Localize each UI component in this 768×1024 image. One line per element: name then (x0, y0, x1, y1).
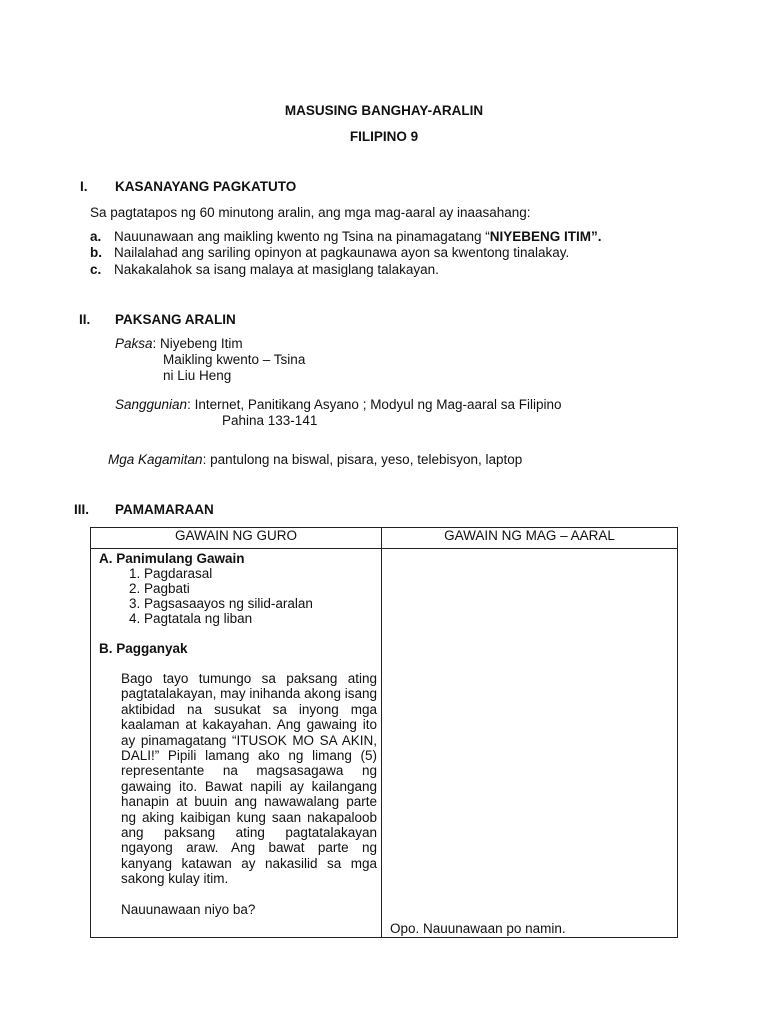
objective-b-letter: b. (90, 245, 102, 260)
kagamitan-value: : pantulong na biswal, pisara, yeso, telebisyon, laptop (202, 452, 523, 467)
document-title: MASUSING BANGHAY-ARALIN (284, 103, 484, 118)
document-subtitle: FILIPINO 9 (349, 129, 419, 144)
list-item: 2. Pagbati (129, 581, 190, 596)
objective-c-text: Nakakalahok sa isang malaya at masiglang talakayan. (114, 262, 439, 277)
section1-intro: Sa pagtatapos ng 60 minutong aralin, ang mga mag-aaral ay inaasahang: (90, 205, 531, 220)
list-item: 4. Pagtatala ng liban (129, 611, 253, 626)
sanggunian-line-2: Pahina 133-141 (222, 413, 318, 428)
panimulang-gawain-heading: A. Panimulang Gawain (99, 551, 245, 566)
header-teacher-activity: GAWAIN NG GURO (91, 528, 382, 549)
pagganyak-heading: B. Pagganyak (99, 641, 188, 656)
procedure-table (90, 527, 678, 938)
panimulang-gawain-list (99, 566, 377, 626)
section1-number: I. (80, 179, 88, 194)
student-activity-cell (382, 549, 678, 938)
section3-title: PAMAMARAAN (115, 502, 214, 517)
section3-number: III. (74, 502, 90, 517)
objective-a-text: Nauunawaan ang maikling kwento ng Tsina na pinamagatang “ (114, 229, 490, 244)
table-header-row (91, 528, 678, 549)
sanggunian-row (115, 397, 562, 412)
section2-title: PAKSANG ARALIN (115, 312, 236, 327)
pagganyak-paragraph: Bago tayo tumungo sa paksang ating pagtatalakayan, may inihanda akong isang aktibidad na susukat sa inyong mga kaalaman at kakayahan. Ang gawaing ito ay pinamagatang “ITUSOK MO SA AKIN, DALI!” Pipili lamang ako ng limang (5) representante na magsasagawa ng gawaing ito. Bawat napili ay kailangang hanapin at buuin ang nawawalang parte ng aking kaibigan kung saan nakapaloob ang paksang ating pagtatalakayan ngayong araw. Ang bawat parte ng kanyang katawan ay nakasilid sa mga sakong kulay itim. (121, 671, 377, 887)
pagganyak-question: Nauunawaan niyo ba? (121, 901, 256, 917)
paksa-line-3: ni Liu Heng (163, 368, 232, 383)
sanggunian-label: Sanggunian (115, 397, 188, 412)
table-body-row (91, 549, 678, 938)
objective-b-text: Nailalahad ang sariling opinyon at pagkaunawa ayon sa kwentong tinalakay. (114, 245, 570, 260)
section1-title: KASANAYANG PAGKATUTO (115, 179, 297, 194)
objective-a-letter: a. (90, 229, 102, 244)
paksa-line-2: Maikling kwento – Tsina (163, 352, 306, 367)
kagamitan-label: Mga Kagamitan (108, 452, 203, 467)
kagamitan-row (108, 452, 522, 467)
student-answer: Opo. Nauunawaan po namin. (390, 921, 566, 936)
sanggunian-value: : Internet, Panitikang Asyano ; Modyul ng Mag-aaral sa Filipino (187, 397, 562, 412)
paksa-row (115, 336, 243, 351)
teacher-activity-cell (91, 549, 382, 938)
objective-a-bold: NIYEBENG ITIM”. (489, 229, 602, 244)
paksa-value: : Niyebeng Itim (152, 336, 243, 351)
list-item: 1. Pagdarasal (129, 566, 213, 581)
objective-c-letter: c. (90, 262, 102, 277)
paksa-label: Paksa (115, 336, 153, 351)
list-item: 3. Pagsasaayos ng silid-aralan (129, 596, 313, 611)
header-student-activity: GAWAIN NG MAG – AARAL (382, 528, 678, 549)
objective-a (114, 229, 602, 244)
section2-number: II. (79, 312, 91, 327)
